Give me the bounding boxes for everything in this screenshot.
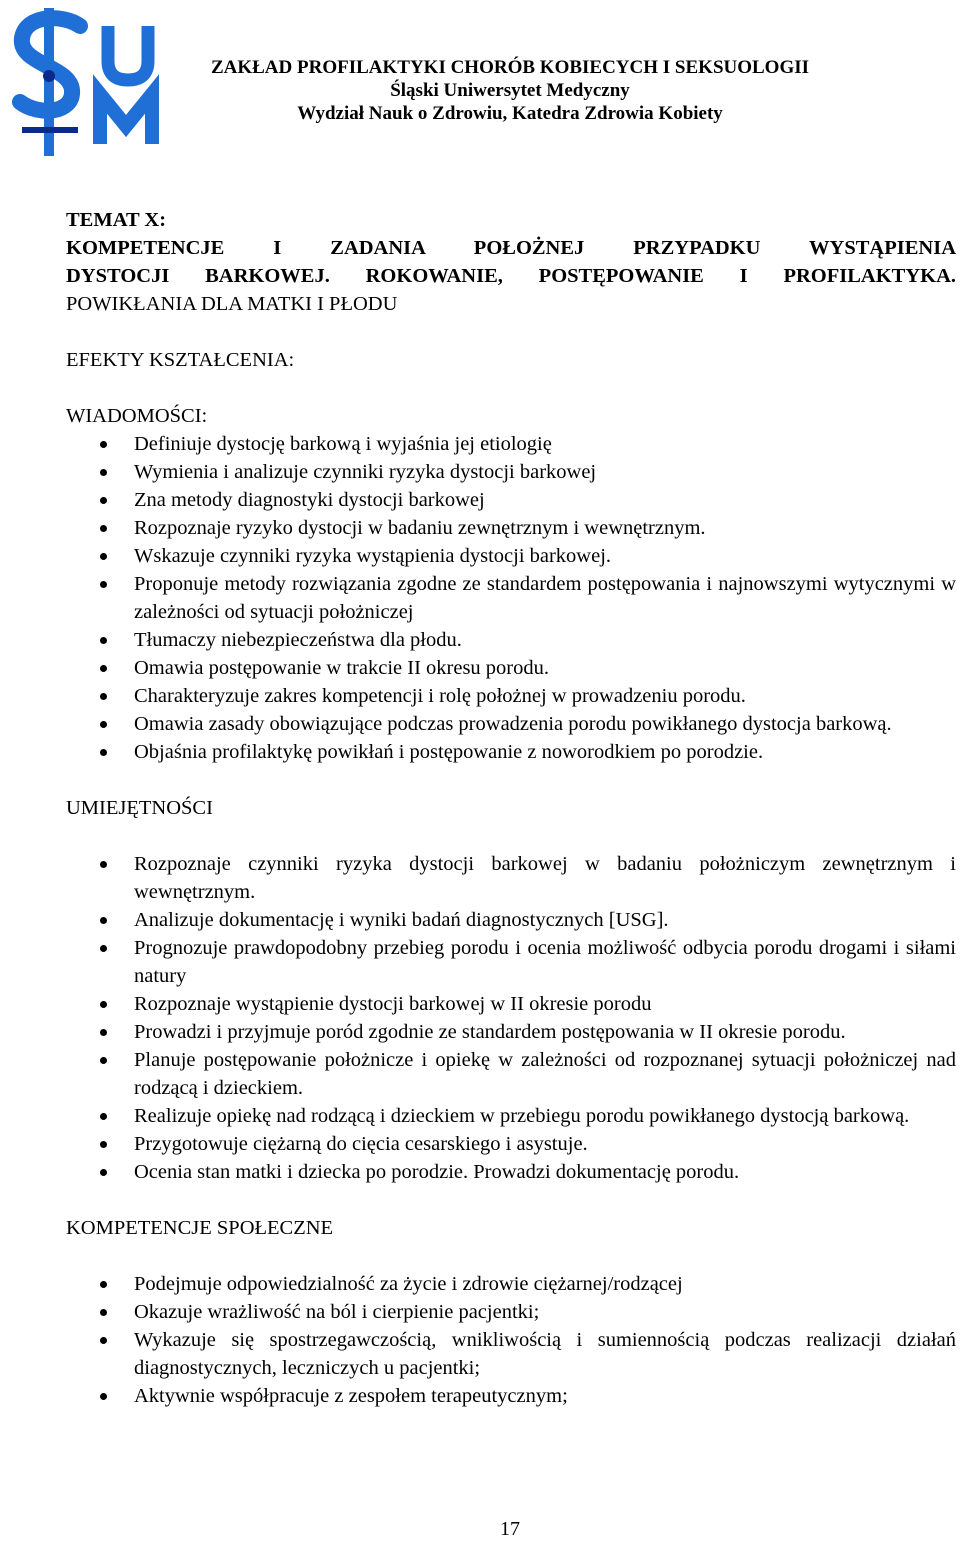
list-item: Rozpoznaje wystąpienie dystocji barkowej w II okresie porodu [66,990,956,1018]
list-item: Omawia postępowanie w trakcie II okresu porodu. [66,654,956,682]
header-faculty: Wydział Nauk o Zdrowiu, Katedra Zdrowia Kobiety [297,103,723,124]
bullet-icon [100,749,107,756]
bullet-icon [100,581,107,588]
bullet-icon [100,441,107,448]
list-item: Definiuje dystocję barkową i wyjaśnia jej etiologię [66,430,956,458]
list-item: Analizuje dokumentację i wyniki badań diagnostycznych [USG]. [66,906,956,934]
bullet-icon [100,721,107,728]
bullet-icon [100,861,107,868]
document-body [66,206,956,1410]
topic-label: TEMAT X: [66,209,167,231]
list-item: Prognozuje prawdopodobny przebieg porodu i ocenia możliwość odbycia porodu drogami i siłami natury [66,934,956,990]
list-item: Przygotowuje ciężarną do cięcia cesarskiego i asystuje. [66,1130,956,1158]
topic-title [66,206,956,318]
institution-header [200,56,820,125]
bullet-icon [100,637,107,644]
list-item: Podejmuje odpowiedzialność za życie i zdrowie ciężarnej/rodzącej [66,1270,956,1298]
list-item: Prowadzi i przyjmuje poród zgodnie ze standardem postępowania w II okresie porodu. [66,1018,956,1046]
page-number: 17 [500,1518,520,1540]
bullet-icon [100,1337,107,1344]
social-competences-list [66,1270,956,1410]
bullet-icon [100,945,107,952]
list-item: Objaśnia profilaktykę powikłań i postępowanie z noworodkiem po porodzie. [66,738,956,766]
bullet-icon [100,1001,107,1008]
bullet-icon [100,1141,107,1148]
list-item: Wymienia i analizuje czynniki ryzyka dystocji barkowej [66,458,956,486]
bullet-icon [100,1057,107,1064]
list-item: Rozpoznaje ryzyko dystocji w badaniu zewnętrznym i wewnętrznym. [66,514,956,542]
list-item: Okazuje wrażliwość na ból i cierpienie pacjentki; [66,1298,956,1326]
bullet-icon [100,469,107,476]
social-competences-heading: KOMPETENCJE SPOŁECZNE [66,1217,334,1239]
skills-heading: UMIEJĘTNOŚCI [66,797,213,819]
bullet-icon [100,1309,107,1316]
list-item: Omawia zasady obowiązujące podczas prowadzenia porodu powikłanego dystocja barkową. [66,710,956,738]
list-item: Tłumaczy niebezpieczeństwa dla płodu. [66,626,956,654]
bullet-icon [100,1029,107,1036]
list-item: Wykazuje się spostrzegawczością, wnikliwością i sumiennością podczas realizacji działań diagnostycznych, leczniczych u pacjentki; [66,1326,956,1382]
bullet-icon [100,497,107,504]
list-item: Wskazuje czynniki ryzyka wystąpienia dystocji barkowej. [66,542,956,570]
list-item: Rozpoznaje czynniki ryzyka dystocji barkowej w badaniu położniczym zewnętrznym i wewnętrznym. [66,850,956,906]
knowledge-heading: WIADOMOŚCI: [66,405,208,427]
list-item: Aktywnie współpracuje z zespołem terapeutycznym; [66,1382,956,1410]
skills-list [66,850,956,1186]
bullet-icon [100,693,107,700]
bullet-icon [100,1281,107,1288]
list-item: Realizuje opiekę nad rodzącą i dzieckiem w przebiegu porodu powikłanego dystocją barkową. [66,1102,956,1130]
sum-logo-icon [8,6,198,156]
list-item: Proponuje metody rozwiązania zgodne ze standardem postępowania i najnowszymi wytycznymi w zależności od sytuacji położniczej [66,570,956,626]
bullet-icon [100,525,107,532]
topic-line-2: DYSTOCJI BARKOWEJ. ROKOWANIE, POSTĘPOWANIE I PROFILAKTYKA. [66,265,956,287]
bullet-icon [100,665,107,672]
bullet-icon [100,1113,107,1120]
topic-line-3: POWIKŁANIA DLA MATKI I PŁODU [66,293,398,315]
bullet-icon [100,1393,107,1400]
header-department: ZAKŁAD PROFILAKTYKI CHORÓB KOBIECYCH I SEKSUOLOGII [210,57,810,78]
list-item: Ocenia stan matki i dziecka po porodzie. Prowadzi dokumentację porodu. [66,1158,956,1186]
bullet-icon [100,917,107,924]
topic-line-1: KOMPETENCJE I ZADANIA POŁOŻNEJ PRZYPADKU WYSTĄPIENIA [66,237,956,259]
list-item: Planuje postępowanie położnicze i opiekę w zależności od rozpoznanej sytuacji położniczej nad rodzącą i dzieckiem. [66,1046,956,1102]
bullet-icon [100,553,107,560]
list-item: Zna metody diagnostyki dystocji barkowej [66,486,956,514]
outcomes-heading: EFEKTY KSZTAŁCENIA: [66,349,295,371]
bullet-icon [100,1169,107,1176]
list-item: Charakteryzuje zakres kompetencji i rolę położnej w prowadzeniu porodu. [66,682,956,710]
knowledge-list [66,430,956,766]
header-university: Śląski Uniwersytet Medyczny [390,80,630,101]
